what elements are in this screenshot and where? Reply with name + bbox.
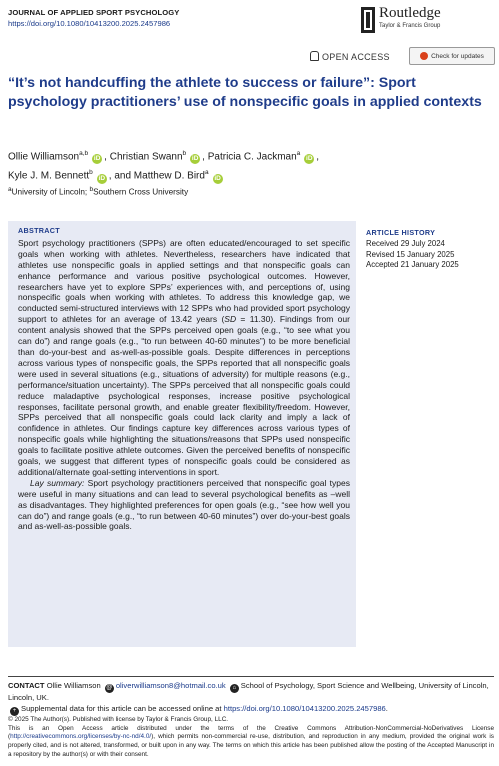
author-name[interactable]: Ollie Williamson xyxy=(8,151,80,163)
supplemental-icon: + xyxy=(10,707,19,716)
routledge-mark-icon xyxy=(361,7,375,33)
lock-icon xyxy=(310,51,319,61)
orcid-icon[interactable]: iD xyxy=(98,174,106,182)
author-list: Ollie Williamson$^{a,b}$iD , Christian Swann$^b$iD , Patricia C. Jackman$^a$iD , Kyle J. M. Bennett$^b$iD , and Matthew D. Bird$^a$iD xyxy=(8,150,320,182)
orcid-icon[interactable]: iD xyxy=(191,155,199,163)
contact-label: CONTACT xyxy=(8,681,45,690)
article-history xyxy=(366,228,496,271)
author-name[interactable]: Kyle J. M. Bennett xyxy=(8,170,90,182)
orcid-icon[interactable]: iD xyxy=(306,155,313,163)
contact-info: CONTACT Ollie Williamson @ oliverwilliamson8@hotmail.co.uk ⌂ School of Psychology, Sport Science and Wellbeing, University of Lincoln, Lincoln, UK. + Supplemental data for this article can be accessed online at https://doi.org/10.1080/10413200.2025.2457986. xyxy=(8,681,489,714)
divider xyxy=(8,676,494,677)
check-updates-button[interactable] xyxy=(409,47,495,65)
license-link[interactable]: http://creativecommons.org/licenses/by-nc-nd/4.0/ xyxy=(10,733,152,741)
abstract: ABSTRACT Sport psychology practitioners (SPPs) are often educated/encouraged to set specific goals when working with athletes. Nevertheless, researchers have indicated that athletes use nonspecific goals in applied settings and that nonspecific goals can enhance performance and various positive psychological outcomes. However, researchers have yet to explore SPPs’ experiences with, and perceptions of, using nonspecific goals when working with athletes. To address this knowledge gap, we conducted semi-structured interviews with 12 SPPs who had provided sport psychology support to athletes for an average of 13.42 years (SD = 11.30). Findings from our content analysis showed that the SPPs perceived open goals (e.g., “to see what you can do”) and range goals (e.g., “to run between 40-60 minutes”) to be more beneficial than do-your-best and as-well-as-possible goals. Despite differences in perceptions across various types of nonspecific goals, the SPPs reported that all nonspecific goals were used in several situations (e.g., situations of adversity) for multiple reasons (e.g., performance/situation uncertainty). The SPPs perceived that all nonspecific goals could reduce maladaptive psychological responses, increase positive psychological responses, facilitate personal growth, and enable greater flexibility/freedom. However, SPPs perceived that all nonspecific goals could lack clarity and imply a lack of confidence in athletes. Our findings capture key differences across various types of nonspecific goals while highlighting the situations/reasons that SPPs used nonspecific goals to facilitate positive athlete outcomes. Given the perceived benefits of nonspecific goals, we suggest that different types of nonspecific goals could be considered as additional/alternate goal-setting interventions in sport. Lay summary: Sport psychology practitioners perceived that nonspecific goal types were useful in many situations and can lead to several psychological benefits as –well as disadvantages. They highlighted preferences for open goals (e.g., “see how well you can do”) and range goals (e.g., “to run between 40-60 minutes”) over do-your-best goals and as-well-as-possible goals. xyxy=(18,226,351,532)
publisher-name: Routledge xyxy=(379,5,441,21)
check-updates-icon xyxy=(420,52,428,60)
contact-name: Ollie Williamson xyxy=(46,681,101,690)
copyright: © 2025 The Author(s). Published with license by Taylor & Francis Group, LLC. xyxy=(8,716,229,723)
supplemental-link[interactable]: https://doi.org/10.1080/10413200.2025.2457986 xyxy=(223,703,386,713)
accepted-date: Accepted 21 January 2025 xyxy=(366,260,459,270)
orcid-icon[interactable]: iD xyxy=(93,155,101,163)
abstract-heading: ABSTRACT xyxy=(18,226,60,235)
contact-address: School of Psychology, Sport Science and Wellbeing, University of Lincoln, Lincoln, UK. xyxy=(8,681,489,702)
history-heading: ARTICLE HISTORY xyxy=(366,228,436,237)
open-access-label xyxy=(310,51,390,62)
abstract-text: Sport psychology practitioners (SPPs) are often educated/encouraged to set specific goals when working with athletes. Nevertheless, researchers have indicated that athletes use nonspecific goals in applied settings and that nonspecific goals can enhance performance and various positive psychological outcomes. However, researchers have yet to explore SPPs’ experiences with, and perceptions of, using nonspecific goals when working with athletes. To address this knowledge gap, we conducted semi-structured interviews with 12 SPPs who had provided sport psychology support to athletes for an average of 13.42 years ( xyxy=(18,237,350,325)
email-icon: @ xyxy=(106,685,113,691)
open-access-text: OPEN ACCESS xyxy=(322,52,390,62)
license-footer: © 2025 The Author(s). Published with license by Taylor & Francis Group, LLC. This is an Open Access article distributed under the terms of the Creative Commons Attribution-NonCommercial-NoDerivatives License (http://creativecommons.org/licenses/by-nc-nd/4.0/), which permits non-commercial re-use, distribution, and reproduction in any medium, provided the original work is properly cited, and is not altered, transformed, or built upon in any way. The terms on which this article has been published allow the posting of the Accepted Manuscript in a repository by the author(s) or with their consent. xyxy=(8,716,494,758)
check-updates-label: Check for updates xyxy=(431,52,484,60)
publisher-logo xyxy=(361,5,489,35)
contact-email[interactable]: oliverwilliamson8@hotmail.co.uk xyxy=(115,681,226,690)
affiliations: $^a$University of Lincoln; $^b$Southern Cross University xyxy=(8,186,189,197)
author-name[interactable]: Christian Swann xyxy=(109,151,183,163)
lay-summary: Lay summary: Sport psychology practitioners perceived that nonspecific goal types were useful in many situations and can lead to several psychological benefits as –well as disadvantages. They highlighted preferences for open goals (e.g., “see how well you can do”) and range goals (e.g., “to run between 40-60 minutes”) over do-your-best goals and as-well-as-possible goals. xyxy=(18,477,351,532)
author-name[interactable]: Patricia C. Jackman xyxy=(207,151,297,163)
institution-icon: ⌂ xyxy=(230,684,239,693)
doi-link[interactable]: https://doi.org/10.1080/10413200.2025.2457986 xyxy=(8,19,171,28)
lay-summary-label: Lay summary: xyxy=(30,477,85,488)
article-title: “It’s not handcuffing the athlete to success or failure”: Sport psychology practitioners’ use of nonspecific goals in applied contexts xyxy=(8,75,482,110)
journal-name: JOURNAL OF APPLIED SPORT PSYCHOLOGY xyxy=(8,8,180,17)
author-name[interactable]: and Matthew D. Bird xyxy=(114,170,205,182)
received-date: Received 29 July 2024 xyxy=(366,238,445,248)
revised-date: Revised 15 January 2025 xyxy=(366,249,455,259)
orcid-icon[interactable]: iD xyxy=(214,174,221,182)
publisher-subtitle: Taylor & Francis Group xyxy=(379,23,441,29)
